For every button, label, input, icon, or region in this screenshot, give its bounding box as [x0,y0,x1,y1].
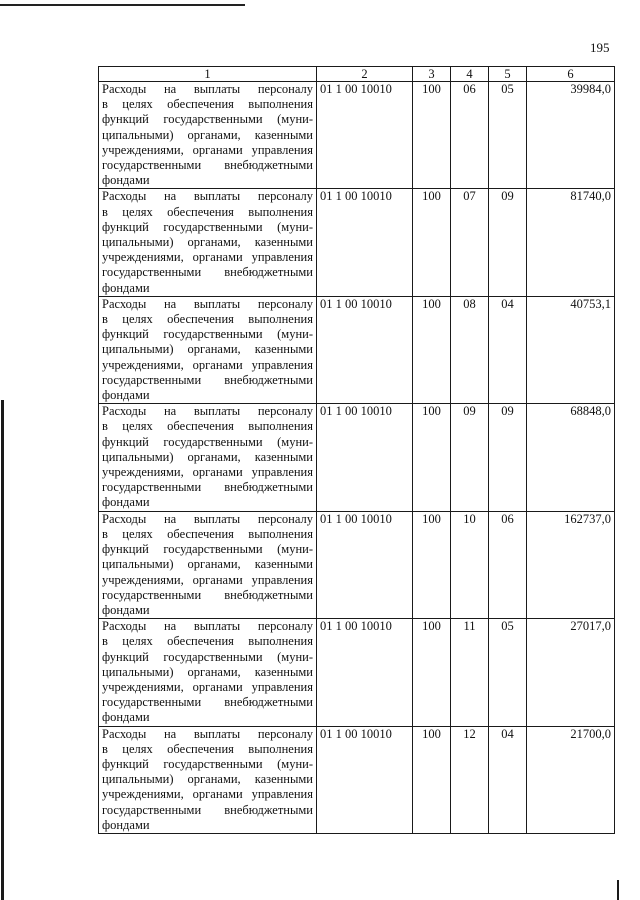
column-header: 4 [451,67,489,82]
expense-type-cell: 100 [413,82,451,189]
description-line: государственными внебюджетными [102,802,313,817]
description-line: учреждениями, органами управления [102,787,313,802]
expense-type-cell: 100 [413,189,451,296]
description-line: в целях обеспечения выполнения [102,741,313,756]
column-header: 3 [413,67,451,82]
subsection-cell: 06 [489,511,527,618]
expense-type-cell: 100 [413,619,451,726]
amount-cell: 39984,0 [527,82,615,189]
description-line: государственными внебюджетными [102,265,313,280]
description-line: государственными внебюджетными [102,158,313,173]
description-line: ципальными) органами, казенными [102,235,313,250]
description-line: Расходы на выплаты персоналу [102,511,313,526]
table-row [99,404,615,511]
amount-cell: 162737,0 [527,511,615,618]
description-line: фондами [102,817,150,832]
description-line: в целях обеспечения выполнения [102,97,313,112]
subsection-cell: 05 [489,619,527,726]
amount-cell: 40753,1 [527,296,615,403]
section-cell: 07 [451,189,489,296]
scan-edge-line [0,4,245,6]
table-row [99,189,615,296]
section-cell: 09 [451,404,489,511]
column-header: 2 [317,67,413,82]
subsection-cell: 09 [489,404,527,511]
scan-edge-line [617,880,619,900]
description-line: государственными внебюджетными [102,480,313,495]
description-line: Расходы на выплаты персоналу [102,82,313,96]
description-line: фондами [102,495,150,510]
description-line: в целях обеспечения выполнения [102,526,313,541]
description-line: в целях обеспечения выполнения [102,312,313,327]
description-line: функций государственными (муни- [102,649,313,664]
description-line: учреждениями, органами управления [102,142,313,157]
description-line: учреждениями, органами управления [102,679,313,694]
amount-cell: 21700,0 [527,726,615,833]
table-row [99,619,615,726]
description-line: Расходы на выплаты персоналу [102,296,313,311]
subsection-cell: 05 [489,82,527,189]
expense-description [99,511,317,618]
expense-description [99,296,317,403]
amount-cell: 27017,0 [527,619,615,726]
expense-description [99,726,317,833]
expense-description [99,404,317,511]
description-line: функций государственными (муни- [102,542,313,557]
table-header-row [99,67,615,82]
description-line: функций государственными (муни- [102,434,313,449]
expense-type-cell: 100 [413,296,451,403]
subsection-cell: 04 [489,296,527,403]
description-line: в целях обеспечения выполнения [102,634,313,649]
description-line: государственными внебюджетными [102,372,313,387]
description-line: функций государственными (муни- [102,756,313,771]
amount-cell: 81740,0 [527,189,615,296]
description-line: функций государственными (муни- [102,112,313,127]
description-line: Расходы на выплаты персоналу [102,726,313,741]
description-line: Расходы на выплаты персоналу [102,404,313,419]
subsection-cell: 09 [489,189,527,296]
column-header: 1 [99,67,317,82]
description-line: фондами [102,710,150,725]
column-header: 5 [489,67,527,82]
description-line: фондами [102,280,150,295]
description-line: функций государственными (муни- [102,219,313,234]
description-line: фондами [102,173,150,188]
description-line: ципальными) органами, казенными [102,772,313,787]
table-row [99,296,615,403]
expense-description [99,189,317,296]
scan-edge-line [1,400,4,900]
description-line: фондами [102,388,150,403]
description-line: Расходы на выплаты персоналу [102,189,313,204]
table-row [99,82,615,189]
page-number: 195 [590,40,610,55]
description-line: ципальными) органами, казенными [102,664,313,679]
description-line: учреждениями, органами управления [102,572,313,587]
amount-cell: 68848,0 [527,404,615,511]
budget-code-cell: 01 1 00 10010 [317,189,413,296]
description-line: государственными внебюджетными [102,695,313,710]
budget-code-cell: 01 1 00 10010 [317,82,413,189]
column-header: 6 [527,67,615,82]
expense-type-cell: 100 [413,511,451,618]
description-line: в целях обеспечения выполнения [102,419,313,434]
description-line: учреждениями, органами управления [102,250,313,265]
budget-code-cell: 01 1 00 10010 [317,404,413,511]
description-line: Расходы на выплаты персоналу [102,619,313,634]
expense-type-cell: 100 [413,404,451,511]
expense-description [99,82,317,189]
description-line: в целях обеспечения выполнения [102,204,313,219]
description-line: учреждениями, органами управления [102,465,313,480]
expense-description [99,619,317,726]
table-row [99,726,615,833]
section-cell: 10 [451,511,489,618]
section-cell: 08 [451,296,489,403]
budget-code-cell: 01 1 00 10010 [317,619,413,726]
expense-type-cell: 100 [413,726,451,833]
budget-code-cell: 01 1 00 10010 [317,511,413,618]
description-line: фондами [102,602,150,617]
description-line: государственными внебюджетными [102,587,313,602]
description-line: функций государственными (муни- [102,327,313,342]
budget-table [98,66,615,834]
description-line: ципальными) органами, казенными [102,449,313,464]
description-line: ципальными) органами, казенными [102,342,313,357]
description-line: ципальными) органами, казенными [102,127,313,142]
budget-code-cell: 01 1 00 10010 [317,296,413,403]
section-cell: 12 [451,726,489,833]
table-row [99,511,615,618]
budget-code-cell: 01 1 00 10010 [317,726,413,833]
subsection-cell: 04 [489,726,527,833]
description-line: ципальными) органами, казенными [102,557,313,572]
section-cell: 11 [451,619,489,726]
section-cell: 06 [451,82,489,189]
description-line: учреждениями, органами управления [102,357,313,372]
